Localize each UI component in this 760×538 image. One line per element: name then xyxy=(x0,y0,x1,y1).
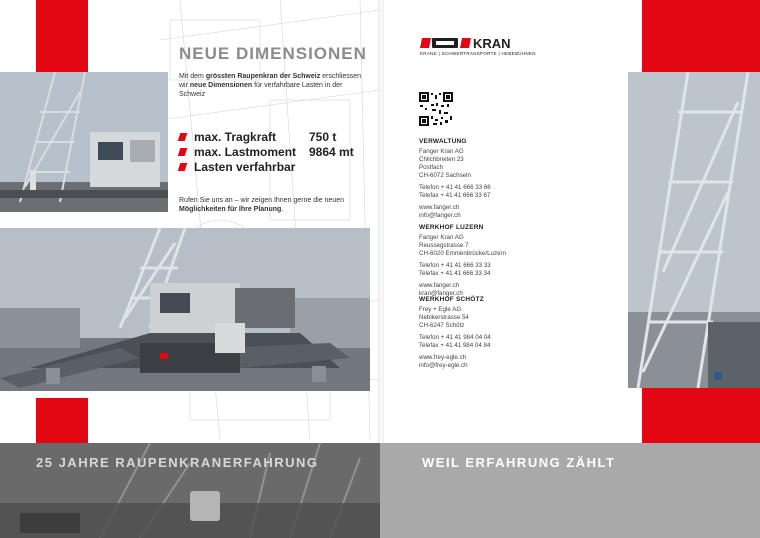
contact-fax: Telefax + 41 41 666 33 34 xyxy=(419,270,491,277)
spec-row-lastmoment xyxy=(179,145,369,160)
contact-werkhof-luzern xyxy=(419,224,569,298)
spec-label: max. Lastmoment xyxy=(194,145,297,159)
contact-fax: Telefax + 41 41 666 33 67 xyxy=(419,192,491,199)
contact-werkhof-schoetz xyxy=(419,296,569,370)
contact-line: CH-6072 Sachseln xyxy=(419,172,471,179)
contact-line: Nebikerstrasse 54 xyxy=(419,314,469,321)
red-accent-bottom-left xyxy=(36,398,88,443)
logo-text: KRAN xyxy=(473,36,511,51)
contact-web-link[interactable]: www.frey-egle.ch xyxy=(419,354,467,361)
intro-text-part: für verfahrbare Lasten in der Schweiz xyxy=(179,82,343,98)
red-bullet-icon xyxy=(178,148,188,156)
spec-row-tragkraft xyxy=(179,130,369,145)
contact-web-link[interactable]: www.fanger.ch xyxy=(419,282,460,289)
intro-text-part: erschliessen wir xyxy=(179,73,362,89)
crane-photo-right xyxy=(628,72,760,388)
qr-code-icon xyxy=(419,92,453,126)
contact-email-link[interactable]: kran@fanger.ch xyxy=(419,290,463,297)
contact-phone: Telefon + 41 41 666 33 66 xyxy=(419,184,491,191)
contact-title: WERKHOF LUZERN xyxy=(419,224,484,231)
spec-label: Lasten verfahrbar xyxy=(194,160,296,174)
contact-line: Fanger Kran AG xyxy=(419,234,464,241)
contact-line: CH-6247 Schötz xyxy=(419,322,465,329)
bottom-band-right xyxy=(380,443,760,538)
contact-phone: Telefon + 41 41 666 33 33 xyxy=(419,262,491,269)
contact-verwaltung xyxy=(419,138,569,220)
spec-label: max. Tragkraft xyxy=(194,130,277,144)
page-heading: NEUE DIMENSIONEN xyxy=(179,44,367,63)
red-accent-top-right xyxy=(642,0,760,72)
intro-text-part: Mit dem xyxy=(179,73,206,80)
contact-title: VERWALTUNG xyxy=(419,138,467,145)
intro-text xyxy=(179,72,364,99)
contact-line: Chilchbreiten 23 xyxy=(419,156,464,163)
red-bullet-icon xyxy=(178,133,188,141)
crane-photo-top xyxy=(0,72,168,212)
contact-phone: Telefon + 41 41 984 04 04 xyxy=(419,334,491,341)
contact-fax: Telefax + 41 41 984 04 84 xyxy=(419,342,491,349)
contact-email-link[interactable]: info@fanger.ch xyxy=(419,212,461,219)
band-title-right: WEIL ERFAHRUNG ZÄHLT xyxy=(422,455,616,470)
contact-email-link[interactable]: info@frey-egle.ch xyxy=(419,362,468,369)
red-accent-top-left xyxy=(36,0,88,72)
band-title-left: 25 JAHRE RAUPENKRANERFAHRUNG xyxy=(36,455,319,470)
intro-text-bold: neue Dimensionen xyxy=(189,82,253,89)
contact-web-link[interactable]: www.fanger.ch xyxy=(419,204,460,211)
contact-line: Postfach xyxy=(419,164,444,171)
spec-list xyxy=(179,130,369,175)
red-bullet-icon xyxy=(178,163,188,171)
logo-tagline: KRANE | SCHWERTRANSPORTE | HEBEBÜHNEN xyxy=(420,51,536,56)
spec-value: 9864 mt xyxy=(309,145,354,159)
bottom-band xyxy=(0,443,760,538)
bottom-band-left xyxy=(0,443,380,538)
red-accent-bottom-right xyxy=(642,388,760,443)
spec-row-verfahrbar xyxy=(179,160,369,175)
crane-photo-main xyxy=(0,228,370,391)
spec-value: 750 t xyxy=(309,130,337,144)
contact-line: Frey + Egle AG xyxy=(419,306,462,313)
contact-line: Fanger Kran AG xyxy=(419,148,464,155)
intro-text-bold: grössten Raupenkran der Schweiz xyxy=(205,73,321,80)
contact-line: CH-6020 Emmenbrücke/Luzern xyxy=(419,250,507,257)
contact-title: WERKHOF SCHÖTZ xyxy=(419,296,484,303)
callout-text xyxy=(179,196,364,214)
contact-line: Reussegstrasse 7 xyxy=(419,242,469,249)
callout-text-bold: Möglichkeiten für Ihre Planung xyxy=(179,206,282,213)
callout-text-part: . xyxy=(281,206,284,213)
callout-text-part: Rufen Sie uns an – wir zeigen Ihnen gerne die neuen xyxy=(179,197,345,204)
